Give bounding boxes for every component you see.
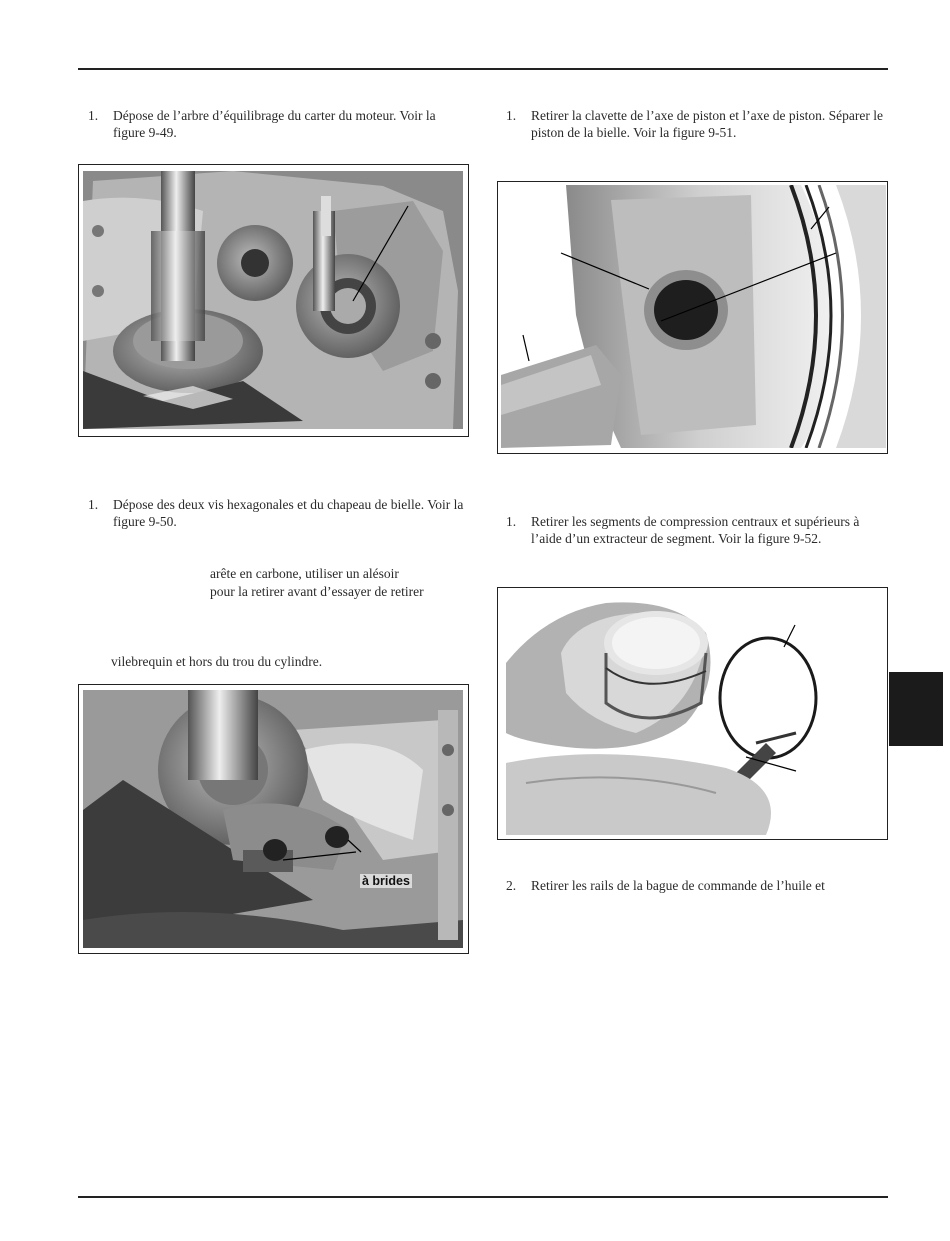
step-number: 1. xyxy=(88,108,99,123)
step-number: 1. xyxy=(506,514,517,529)
ring-expander-illustration xyxy=(506,593,878,835)
step-number: 2. xyxy=(506,878,517,893)
figure-9-51-piston-pin-photo xyxy=(497,181,888,454)
carbon-ridge-text-line-2: pour la retirer avant d’essayer de retirer xyxy=(210,584,424,599)
figure-9-52-ring-expander-photo xyxy=(497,587,888,840)
step-text: Dépose de l’arbre d’équilibrage du carter du moteur. Voir la figure 9-49. xyxy=(113,108,436,140)
step-remove-oil-control-rails xyxy=(506,877,886,894)
flanged-screws-label: à brides xyxy=(362,874,410,888)
step-number: 1. xyxy=(506,108,517,123)
step-text: Retirer les rails de la bague de commande de l’huile et xyxy=(531,878,825,893)
piston-pin-illustration xyxy=(501,185,886,448)
step-remove-balance-shaft xyxy=(88,107,468,141)
step-remove-rod-cap xyxy=(88,496,468,530)
figure-9-49-balance-shaft-photo xyxy=(78,164,469,437)
step-remove-piston-pin xyxy=(506,107,886,141)
step-remove-compression-rings xyxy=(506,513,886,547)
step-text: Retirer les segments de compression centraux et supérieurs à l’aide d’un extracteur de segment. Voir la figure 9-52. xyxy=(531,514,860,546)
header-rule xyxy=(78,68,888,70)
step-text: Dépose des deux vis hexagonales et du chapeau de bielle. Voir la figure 9-50. xyxy=(113,497,464,529)
rod-cap-illustration xyxy=(83,690,463,948)
step-text: Retirer la clavette de l’axe de piston et l’axe de piston. Séparer le piston de la bielle. Voir la figure 9-51. xyxy=(531,108,883,140)
balance-shaft-illustration xyxy=(83,171,463,429)
footer-rule xyxy=(78,1196,888,1198)
push-piston-text: vilebrequin et hors du trou du cylindre. xyxy=(111,654,323,669)
section-tab-marker xyxy=(889,672,943,746)
carbon-ridge-text-line-1: arête en carbone, utiliser un alésoir xyxy=(210,566,399,581)
figure-9-50-rod-cap-photo xyxy=(78,684,469,954)
step-number: 1. xyxy=(88,497,99,512)
